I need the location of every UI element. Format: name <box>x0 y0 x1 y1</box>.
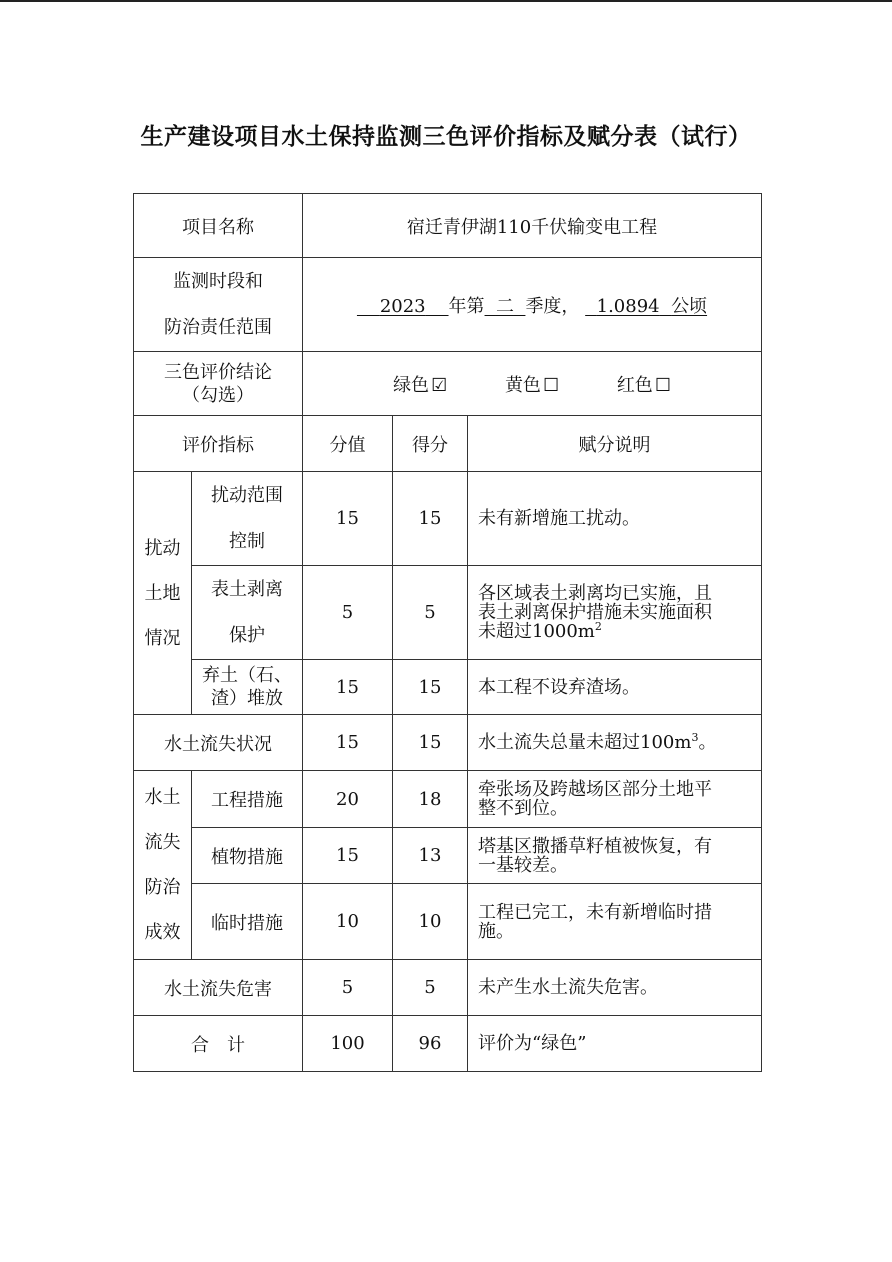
group-prevention: 水土 流失 防治 成效 <box>134 771 192 960</box>
score-cell: 15 <box>303 472 393 566</box>
indicator-topsoil: 表土剥离 保护 <box>192 566 303 660</box>
points-cell: 15 <box>393 715 468 771</box>
indicator-hazard: 水土流失危害 <box>134 960 303 1016</box>
score-cell: 10 <box>303 884 393 960</box>
monitoring-period-value <box>303 258 762 352</box>
project-name-label: 项目名称 <box>134 194 303 258</box>
group-disturbance: 扰动 土地 情况 <box>134 472 192 715</box>
points-cell: 96 <box>393 1016 468 1072</box>
conclusion-options <box>303 352 762 416</box>
period-area: 1.0894 公顷 <box>596 295 708 317</box>
score-cell: 5 <box>303 960 393 1016</box>
document-title: 生产建设项目水土保持监测三色评价指标及赋分表（试行） <box>140 124 752 150</box>
checked-box-icon[interactable]: ☑ <box>431 374 448 396</box>
indicator-range-control: 扰动范围 控制 <box>192 472 303 566</box>
header-explanation: 赋分说明 <box>468 416 762 472</box>
header-row <box>134 416 762 472</box>
indicator-engineering: 工程措施 <box>192 771 303 828</box>
points-cell: 18 <box>393 771 468 828</box>
page-top-border <box>0 0 892 2</box>
score-cell: 20 <box>303 771 393 828</box>
monitoring-period-label-line1: 监测时段和 <box>173 270 263 292</box>
monitoring-period-row <box>134 258 762 352</box>
option-green[interactable]: 绿色 ☑ <box>393 374 448 396</box>
score-cell: 100 <box>303 1016 393 1072</box>
score-cell: 15 <box>303 660 393 715</box>
note-cell: 评价为“绿色” <box>468 1016 762 1072</box>
conclusion-label-line2: （勾选） <box>182 384 254 406</box>
monitoring-period-label-line2: 防治责任范围 <box>164 316 272 338</box>
header-score: 分值 <box>303 416 393 472</box>
row-soil-loss <box>134 715 762 771</box>
note-cell: 各区域表土剥离均已实施，且 表土剥离保护措施未实施面积 未超过$1000m^2$ <box>468 566 762 660</box>
score-cell: 15 <box>303 828 393 884</box>
conclusion-row <box>134 352 762 416</box>
row-vegetation <box>134 828 762 884</box>
row-temporary <box>134 884 762 960</box>
note-cell: 水土流失总量未超过$100m^3$。 <box>468 715 762 771</box>
evaluation-table <box>133 193 762 1072</box>
conclusion-label <box>134 352 303 416</box>
points-cell: 10 <box>393 884 468 960</box>
points-cell: 5 <box>393 960 468 1016</box>
period-quarter-suffix: 季度， <box>525 295 580 317</box>
row-topsoil <box>134 566 762 660</box>
row-range-control <box>134 472 762 566</box>
period-quarter: 二 <box>495 295 514 317</box>
note-cell: 牵张场及跨越场区部分土地平 整不到位。 <box>468 771 762 828</box>
header-points: 得分 <box>393 416 468 472</box>
score-cell: 15 <box>303 715 393 771</box>
points-cell: 15 <box>393 660 468 715</box>
period-year: 2023 <box>379 295 426 317</box>
option-red[interactable]: 红色 ☐ <box>616 374 671 396</box>
row-engineering <box>134 771 762 828</box>
note-cell: 工程已完工，未有新增临时措 施。 <box>468 884 762 960</box>
header-indicator: 评价指标 <box>134 416 303 472</box>
project-name-row <box>134 194 762 258</box>
indicator-soil-loss: 水土流失状况 <box>134 715 303 771</box>
points-cell: 5 <box>393 566 468 660</box>
project-name-value: 宿迁青伊湖110千伏输变电工程 <box>303 194 762 258</box>
row-total <box>134 1016 762 1072</box>
points-cell: 13 <box>393 828 468 884</box>
unchecked-box-icon[interactable]: ☐ <box>654 374 671 396</box>
option-yellow[interactable]: 黄色 ☐ <box>504 374 560 396</box>
note-cell: 未有新增施工扰动。 <box>468 472 762 566</box>
row-hazard <box>134 960 762 1016</box>
note-cell: 本工程不设弃渣场。 <box>468 660 762 715</box>
monitoring-period-label <box>134 258 303 352</box>
note-cell: 未产生水土流失危害。 <box>468 960 762 1016</box>
indicator-total: 合 计 <box>134 1016 303 1072</box>
indicator-spoil: 弃土（石、 渣）堆放 <box>192 660 303 715</box>
period-year-suffix: 年第 <box>448 295 485 317</box>
points-cell: 15 <box>393 472 468 566</box>
unchecked-box-icon[interactable]: ☐ <box>542 374 560 396</box>
indicator-temporary: 临时措施 <box>192 884 303 960</box>
row-spoil <box>134 660 762 715</box>
score-cell: 5 <box>303 566 393 660</box>
note-cell: 塔基区撒播草籽植被恢复，有 一基较差。 <box>468 828 762 884</box>
conclusion-label-line1: 三色评价结论 <box>164 361 272 383</box>
indicator-vegetation: 植物措施 <box>192 828 303 884</box>
